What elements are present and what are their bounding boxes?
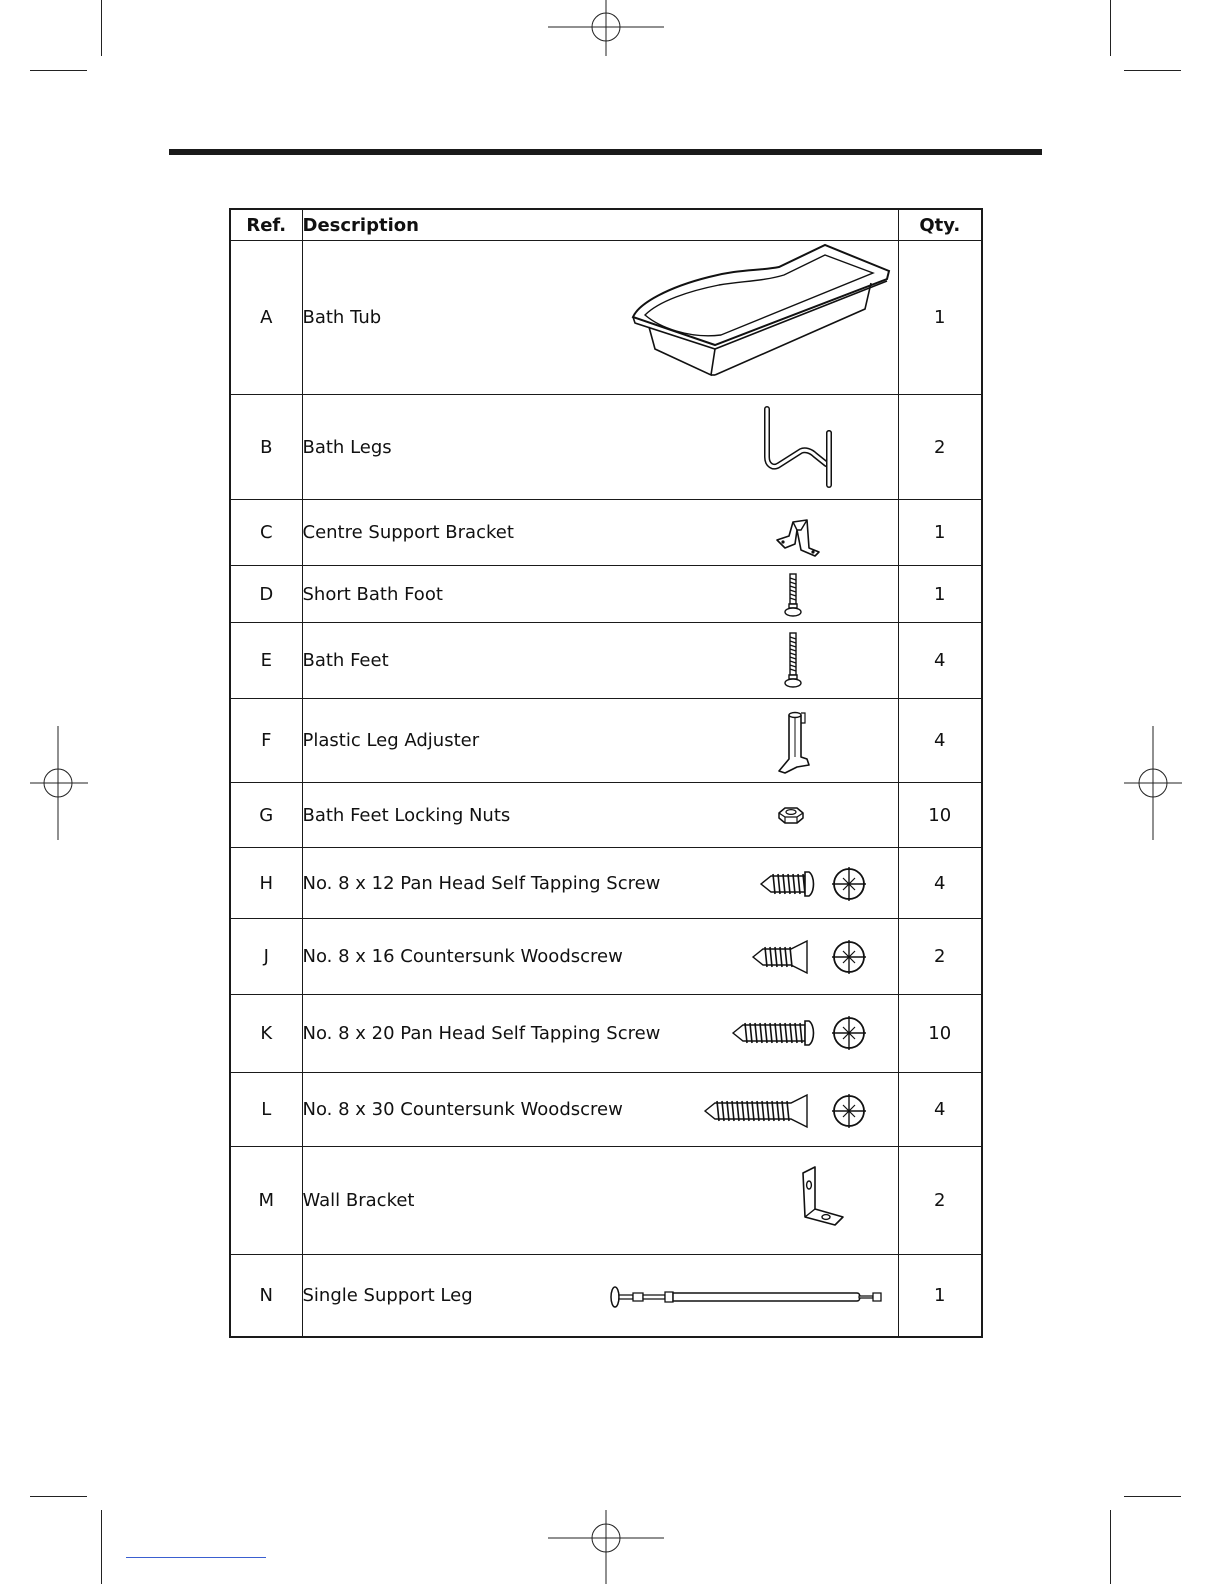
column-header-description: Description xyxy=(302,209,898,241)
part-qty: 1 xyxy=(898,241,982,395)
registration-mark xyxy=(548,0,664,56)
part-qty: 1 xyxy=(898,566,982,623)
part-ref: D xyxy=(230,566,302,623)
short-bath-foot-illustration xyxy=(783,572,803,618)
table-row xyxy=(230,395,982,500)
part-qty: 10 xyxy=(898,995,982,1073)
crop-mark xyxy=(30,1496,87,1497)
part-qty: 4 xyxy=(898,1073,982,1147)
part-qty: 4 xyxy=(898,623,982,699)
part-description-cell xyxy=(302,1073,898,1147)
header-rule xyxy=(169,149,1042,155)
part-qty: 2 xyxy=(898,395,982,500)
part-ref: L xyxy=(230,1073,302,1147)
part-description-cell xyxy=(302,995,898,1073)
crop-mark xyxy=(101,1510,102,1584)
bath-tub-illustration xyxy=(629,243,891,379)
part-ref: E xyxy=(230,623,302,699)
countersunk-screw-illustration xyxy=(703,1091,869,1131)
part-description: Wall Bracket xyxy=(302,1190,415,1211)
part-description-cell xyxy=(302,566,898,623)
part-ref: B xyxy=(230,395,302,500)
crop-mark xyxy=(1110,0,1111,56)
crop-mark xyxy=(30,70,87,71)
parts-list-table xyxy=(229,208,983,1338)
part-description-cell xyxy=(302,783,898,848)
table-row xyxy=(230,848,982,919)
part-description: Centre Support Bracket xyxy=(302,522,514,543)
part-description: Short Bath Foot xyxy=(302,583,443,605)
link-underline xyxy=(126,1557,266,1558)
support-leg-illustration xyxy=(609,1285,885,1309)
pan-head-screw-illustration xyxy=(731,1013,869,1053)
part-ref: K xyxy=(230,995,302,1073)
part-ref: J xyxy=(230,919,302,995)
part-qty: 2 xyxy=(898,919,982,995)
registration-mark xyxy=(1124,726,1182,840)
table-row xyxy=(230,1147,982,1255)
part-qty: 1 xyxy=(898,500,982,566)
part-ref: C xyxy=(230,500,302,566)
table-row xyxy=(230,995,982,1073)
table-row xyxy=(230,1073,982,1147)
table-row xyxy=(230,241,982,395)
column-header-qty: Qty. xyxy=(898,209,982,241)
table-header-row xyxy=(230,209,982,241)
part-description: Bath Feet xyxy=(302,650,389,671)
part-ref: A xyxy=(230,241,302,395)
leg-adjuster-illustration xyxy=(775,709,815,777)
part-description-cell xyxy=(302,848,898,919)
crop-mark xyxy=(1124,1496,1181,1497)
table-row xyxy=(230,919,982,995)
table-row xyxy=(230,623,982,699)
part-qty: 4 xyxy=(898,699,982,783)
part-ref: G xyxy=(230,783,302,848)
registration-mark xyxy=(548,1510,664,1584)
table-row xyxy=(230,699,982,783)
part-description-cell xyxy=(302,699,898,783)
part-ref: N xyxy=(230,1255,302,1337)
bath-foot-illustration xyxy=(783,631,803,689)
part-description: Bath Tub xyxy=(302,307,382,328)
part-description-cell xyxy=(302,1255,898,1337)
part-description: No. 8 x 20 Pan Head Self Tapping Screw xyxy=(302,1023,661,1044)
crop-mark xyxy=(1110,1510,1111,1584)
part-description: Single Support Leg xyxy=(302,1284,473,1306)
part-description-cell xyxy=(302,1147,898,1255)
part-description-cell xyxy=(302,241,898,395)
crop-mark xyxy=(101,0,102,56)
part-ref: M xyxy=(230,1147,302,1255)
part-qty: 1 xyxy=(898,1255,982,1337)
table-row xyxy=(230,566,982,623)
support-bracket-illustration xyxy=(775,518,823,558)
bath-legs-illustration xyxy=(761,405,839,489)
part-qty: 2 xyxy=(898,1147,982,1255)
column-header-ref: Ref. xyxy=(230,209,302,241)
wall-bracket-illustration xyxy=(799,1165,851,1231)
pan-head-screw-illustration xyxy=(759,864,869,904)
table-row xyxy=(230,500,982,566)
part-description-cell xyxy=(302,919,898,995)
crop-mark xyxy=(1124,70,1181,71)
registration-mark xyxy=(30,726,88,840)
table-row xyxy=(230,1255,982,1337)
part-description: Bath Feet Locking Nuts xyxy=(302,804,511,826)
part-description-cell xyxy=(302,500,898,566)
countersunk-screw-illustration xyxy=(751,937,869,977)
hex-nut-illustration xyxy=(775,805,807,827)
part-description-cell xyxy=(302,623,898,699)
table-row xyxy=(230,783,982,848)
part-qty: 10 xyxy=(898,783,982,848)
part-description: Bath Legs xyxy=(302,436,392,458)
part-description: Plastic Leg Adjuster xyxy=(302,730,480,751)
part-qty: 4 xyxy=(898,848,982,919)
part-ref: H xyxy=(230,848,302,919)
part-ref: F xyxy=(230,699,302,783)
part-description: No. 8 x 30 Countersunk Woodscrew xyxy=(302,1099,623,1120)
part-description: No. 8 x 12 Pan Head Self Tapping Screw xyxy=(302,872,661,894)
part-description-cell xyxy=(302,395,898,500)
part-description: No. 8 x 16 Countersunk Woodscrew xyxy=(302,946,623,967)
